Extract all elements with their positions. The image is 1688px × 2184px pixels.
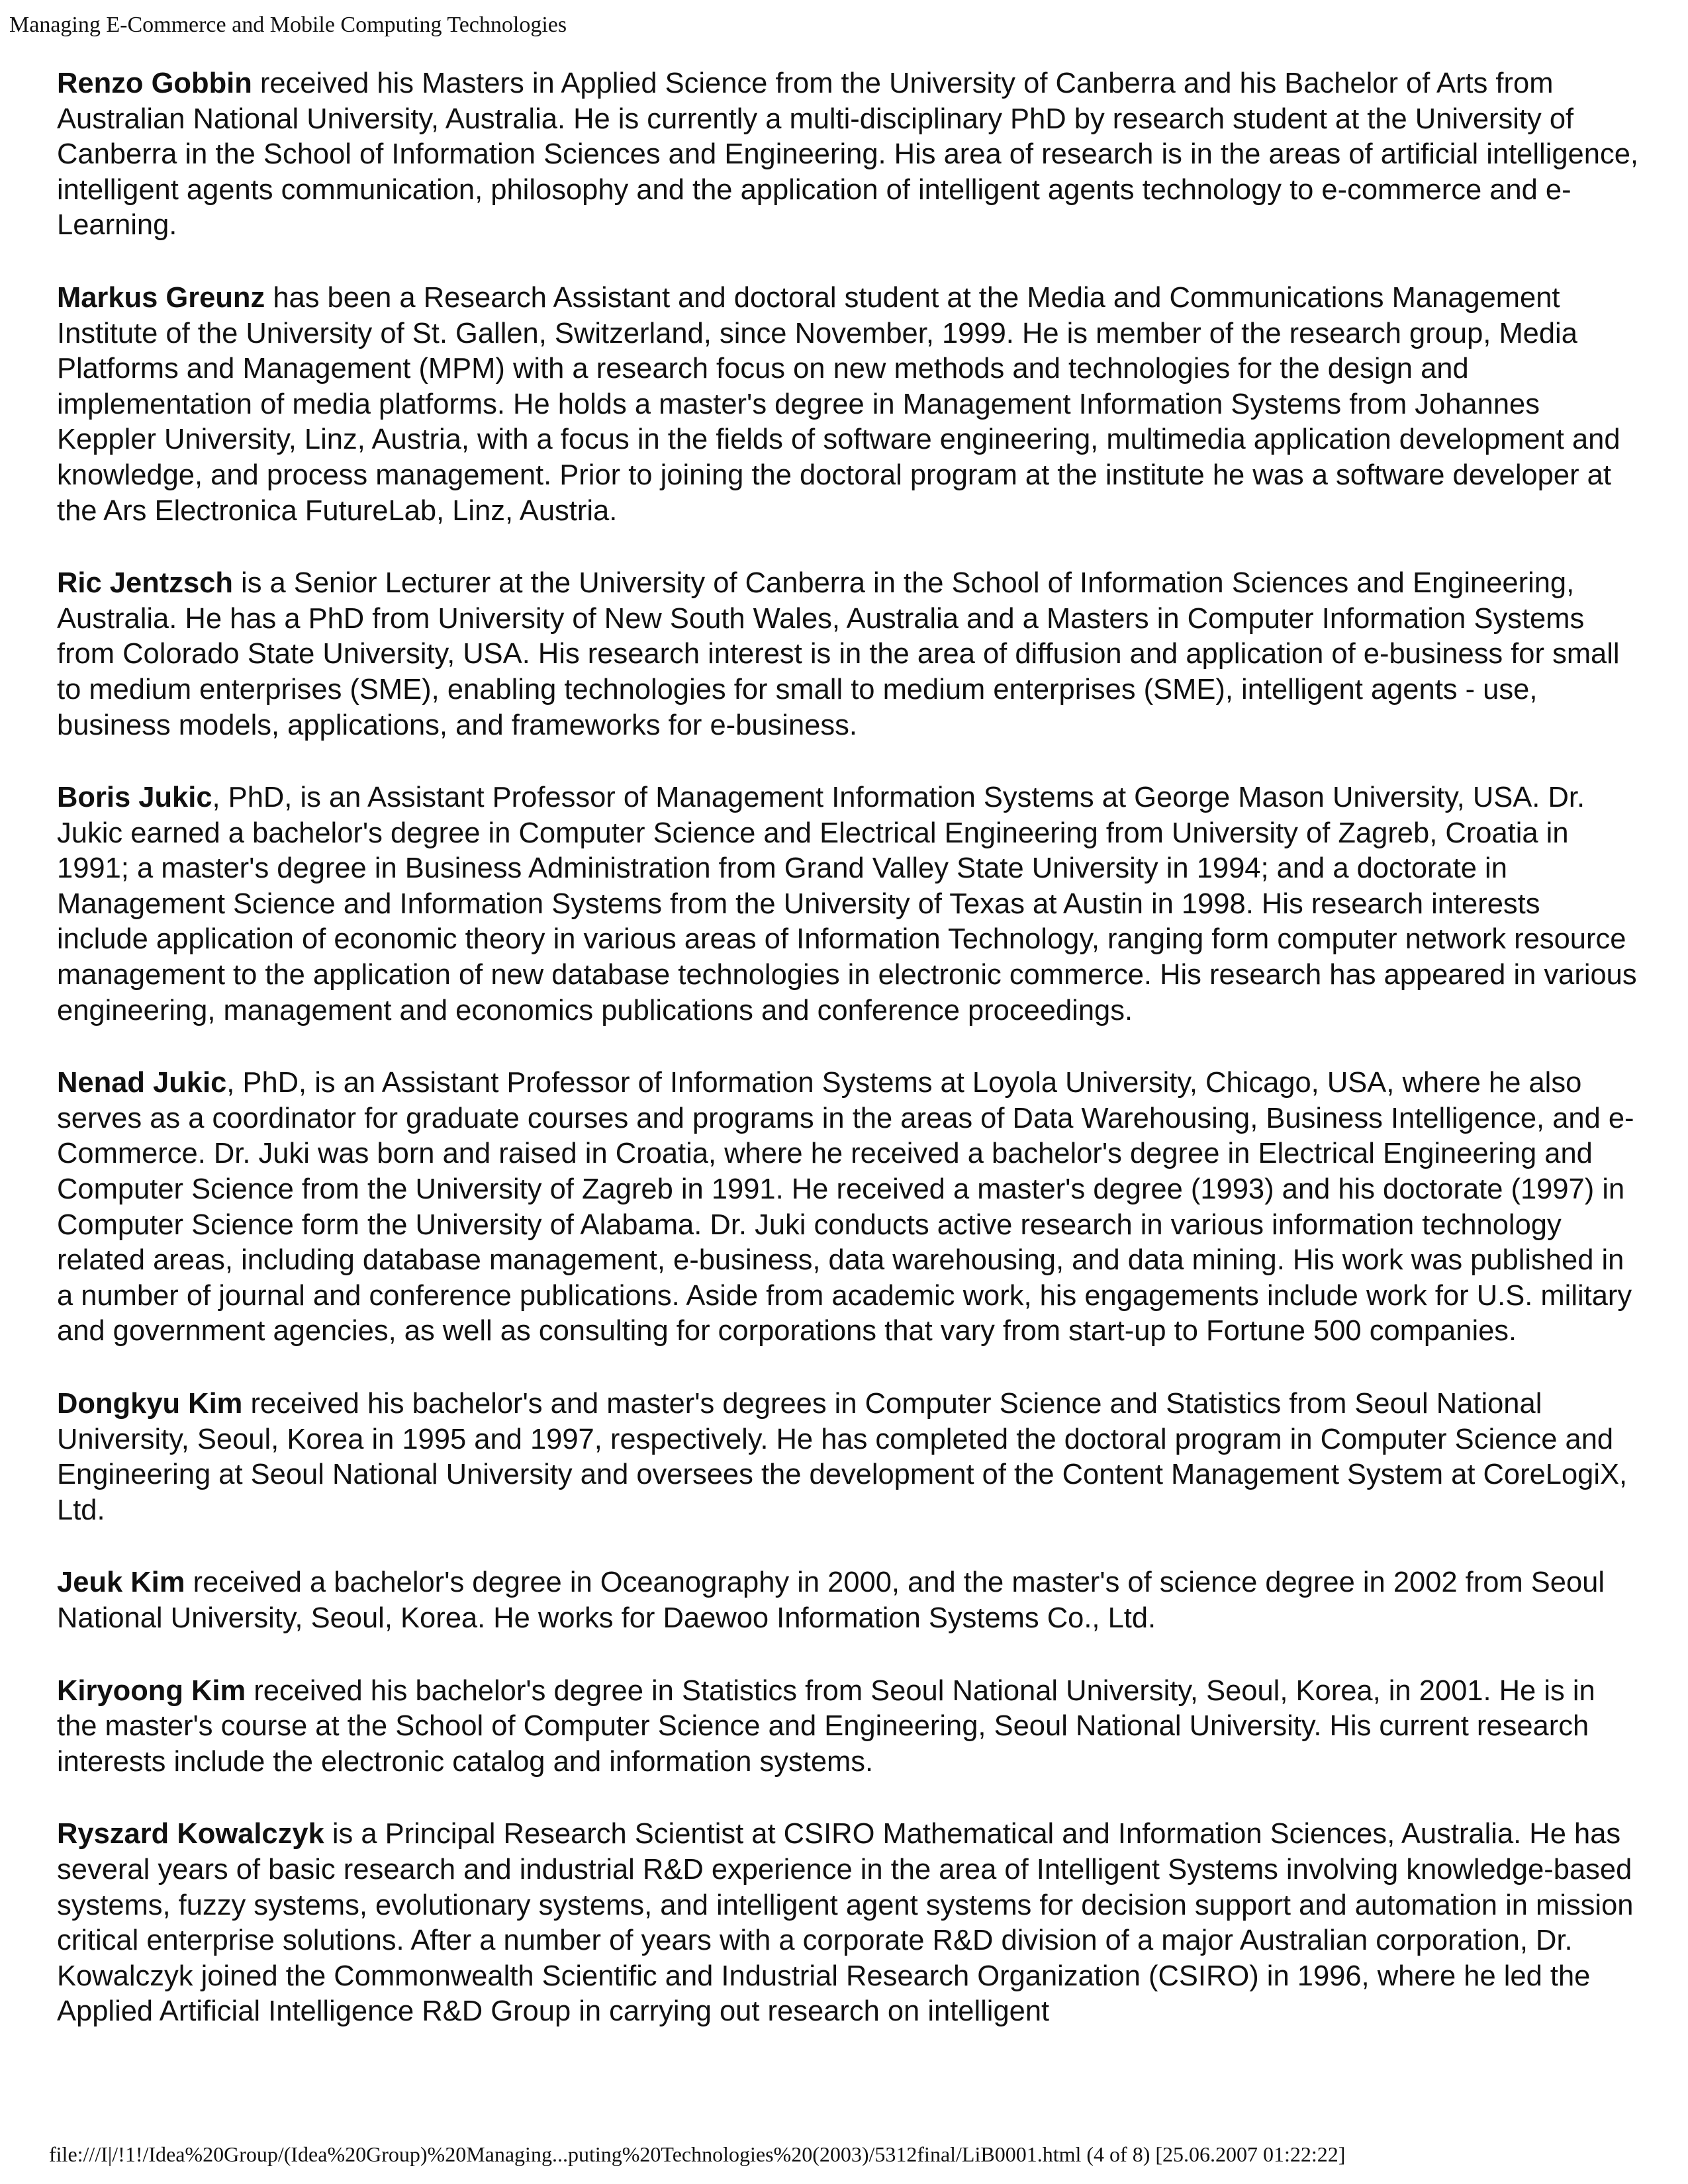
bio-renzo-gobbin — [57, 66, 1639, 244]
bio-name: Dongkyu Kim — [57, 1388, 243, 1420]
bio-text: received his Masters in Applied Science from the University of Canberra and his Bachelor of Arts from Australian National University, Australia. He is currently a multi-disciplinary PhD by research student at the University of Canberra in the School of Information Sciences and Engineering. His area of research is in the areas of artificial intelligence, intelligent agents communication, philosophy and the application of intelligent agents technology to e-commerce and e-Learning. — [57, 68, 1638, 242]
bio-text: , PhD, is an Assistant Professor of Information Systems at Loyola University, Chicago, USA, where he also serves as a coordinator for graduate courses and programs in the areas of Data Warehousing, Business Intelligence, and e-Commerce. Dr. Juki was born and raised in Croatia, where he received a bachelor's degree in Electrical Engineering and Computer Science from the University of Zagreb in 1991. He received a master's degree (1993) and his doctorate (1997) in Computer Science form the University of Alabama. Dr. Juki conducts active research in various information technology related areas, including database management, e-business, data warehousing, and data mining. His work was published in a number of journal and conference publications. Aside from academic work, his engagements include work for U.S. military and government agencies, as well as consulting for corporations that vary from start-up to Fortune 500 companies. — [57, 1067, 1634, 1347]
bio-ryszard-kowalczyk — [57, 1817, 1639, 2030]
bio-name: Ryszard Kowalczyk — [57, 1818, 324, 1850]
bio-markus-greunz — [57, 281, 1639, 529]
bio-text: received his bachelor's degree in Statistics from Seoul National University, Seoul, Korea, in 2001. He is in the master's course at the School of Computer Science and Engineering, Seoul National University. His current research interests include the electronic catalog and information systems. — [57, 1674, 1595, 1778]
bio-boris-jukic — [57, 780, 1639, 1028]
bio-name: Nenad Jukic — [57, 1067, 227, 1099]
file-path-footer: file:///I|/!1!/Idea%20Group/(Idea%20Group)%20Managing...puting%20Technologies%20(2003)/5312final/LiB0001.html (4 of 8) [25.06.2007 01:22:22] — [49, 2142, 1346, 2166]
bio-jeuk-kim — [57, 1565, 1639, 1636]
bio-text: , PhD, is an Assistant Professor of Management Information Systems at George Mason University, USA. Dr. Jukic earned a bachelor's degree in Computer Science and Electrical Engineering from University of Zagreb, Croatia in 1991; a master's degree in Business Administration from Grand Valley State University in 1994; and a doctorate in Management Science and Information Systems from the University of Texas at Austin in 1998. His research interests include application of economic theory in various areas of Information Technology, ranging form computer network resource management to the application of new database technologies in electronic commerce. His research has appeared in various engineering, management and economics publications and conference proceedings. — [57, 782, 1637, 1026]
bio-text: is a Principal Research Scientist at CSIRO Mathematical and Information Sciences, Australia. He has several years of basic research and industrial R&D experience in the area of Intelligent Systems involving knowledge-based systems, fuzzy systems, evolutionary systems, and intelligent agent systems for decision support and automation in mission critical enterprise solutions. After a number of years with a corporate R&D division of a major Australian corporation, Dr. Kowalczyk joined the Commonwealth Scientific and Industrial Research Organization (CSIRO) in 1996, where he led the Applied Artificial Intelligence R&D Group in carrying out research on intelligent — [57, 1818, 1634, 2028]
bio-nenad-jukic — [57, 1066, 1639, 1349]
bio-text: received a bachelor's degree in Oceanography in 2000, and the master's of science degree in 2002 from Seoul National University, Seoul, Korea. He works for Daewoo Information Systems Co., Ltd. — [57, 1567, 1605, 1634]
bio-name: Ric Jentzsch — [57, 567, 233, 600]
bio-text: received his bachelor's and master's degrees in Computer Science and Statistics from Seoul National University, Seoul, Korea in 1995 and 1997, respectively. He has completed the doctoral program in Computer Science and Engineering at Seoul National University and oversees the development of the Content Management System at CoreLogiX, Ltd. — [57, 1388, 1628, 1526]
bio-text: is a Senior Lecturer at the University of Canberra in the School of Information Sciences and Engineering, Australia. He has a PhD from University of New South Wales, Australia and a Masters in Computer Information Systems from Colorado State University, USA. His research interest is in the area of diffusion and application of e-business for small to medium enterprises (SME), enabling technologies for small to medium enterprises (SME), intelligent agents - use, business models, applications, and frameworks for e-business. — [57, 567, 1620, 741]
bio-name: Boris Jukic — [57, 782, 212, 814]
bio-ric-jentzsch — [57, 566, 1639, 743]
bio-dongkyu-kim — [57, 1387, 1639, 1528]
running-header: Managing E-Commerce and Mobile Computing Technologies — [9, 13, 567, 37]
bio-name: Kiryoong Kim — [57, 1674, 246, 1707]
bio-name: Renzo Gobbin — [57, 68, 252, 99]
bio-kiryoong-kim — [57, 1674, 1639, 1780]
bio-name: Markus Greunz — [57, 281, 265, 314]
bio-list — [57, 66, 1639, 2067]
bio-name: Jeuk Kim — [57, 1567, 185, 1599]
bio-text: has been a Research Assistant and doctoral student at the Media and Communications Management Institute of the University of St. Gallen, Switzerland, since November, 1999. He is member of the research group, Media Platforms and Management (MPM) with a research focus on new methods and technologies for the design and implementation of media platforms. He holds a master's degree in Management Information Systems from Johannes Keppler University, Linz, Austria, with a focus in the fields of software engineering, multimedia application development and knowledge, and process management. Prior to joining the doctoral program at the institute he was a software developer at the Ars Electronica FutureLab, Linz, Austria. — [57, 281, 1620, 527]
